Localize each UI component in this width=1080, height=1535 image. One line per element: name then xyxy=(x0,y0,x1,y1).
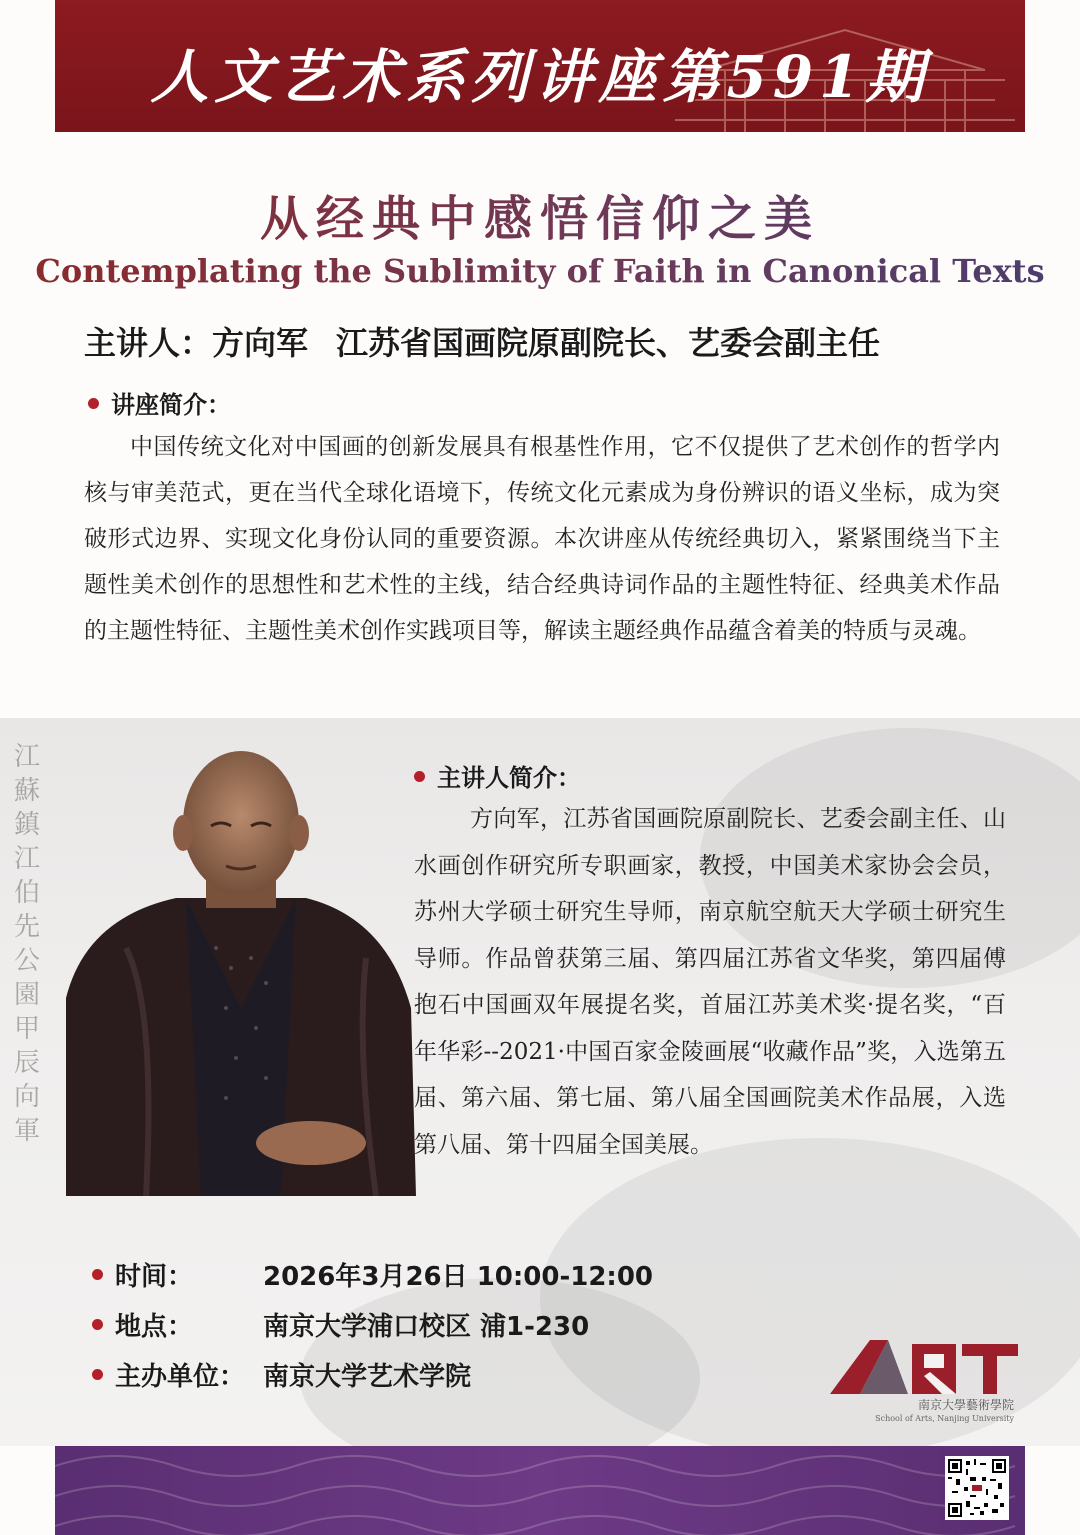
lecture-title-en: Contemplating the Sublimity of Faith in Canonical Texts xyxy=(0,252,1080,290)
qr-code-icon xyxy=(948,1459,1006,1517)
speaker-label: 主讲人： xyxy=(84,324,213,362)
host-value: 南京大学艺术学院 xyxy=(263,1362,472,1392)
host-label: 主办单位： xyxy=(115,1362,246,1392)
footer-pattern xyxy=(55,1446,1025,1535)
bullet-icon xyxy=(92,1369,103,1380)
school-logo xyxy=(830,1336,1020,1428)
host-row xyxy=(92,1356,471,1393)
place-row xyxy=(92,1306,589,1343)
art-logo-mark xyxy=(830,1336,1020,1398)
time-value: 2026年3月26日 10:00-12:00 xyxy=(263,1262,654,1292)
bullet-icon xyxy=(92,1269,103,1280)
speaker-title: 江苏省国画院原副院长、艺委会副主任 xyxy=(336,324,881,362)
intro-text: 中国传统文化对中国画的创新发展具有根基性作用，它不仅提供了艺术创作的哲学内核与审美范式，更在当代全球化语境下，传统文化元素成为身份辨识的语义坐标，成为突破形式边界、实现文化身份认同的重要资源。本次讲座从传统经典切入，紧紧围绕当下主题性美术创作的思想性和艺术性的主线，结合经典诗词作品的主题性特征、经典美术作品的主题性特征、主题性美术创作实践项目等，解读主题经典作品蕴含着美的特质与灵魂。 xyxy=(84,434,1000,644)
bullet-icon xyxy=(414,771,425,782)
speaker-portrait xyxy=(66,748,416,1196)
time-row xyxy=(92,1256,653,1293)
qr-code[interactable] xyxy=(945,1456,1009,1520)
bio-text: 方向军，江苏省国画院原副院长、艺委会副主任、山水画创作研究所专职画家，教授，中国美术家协会会员，苏州大学硕士研究生导师，南京航空航天大学硕士研究生导师。作品曾获第三届、第四届江苏省文华奖，第四届傅抱石中国画双年展提名奖，首届江苏美术奖·提名奖，“百年华彩--2021·中国百家金陵画展“收藏作品”奖，入选第五届、第六届、第七届、第八届全国画院美术作品展，入选第八届、第十四届全国美展。 xyxy=(414,806,1006,1158)
header-banner xyxy=(55,0,1025,132)
logo-name-en: School of Arts, Nanjing University xyxy=(875,1414,1014,1423)
speaker-line xyxy=(84,318,880,364)
footer-band xyxy=(55,1446,1025,1535)
bullet-icon xyxy=(92,1319,103,1330)
lecture-title-cn: 从经典中感悟信仰之美 xyxy=(0,180,1080,249)
logo-name-cn: 南京大學藝術學院 xyxy=(917,1398,1014,1412)
place-label: 地点： xyxy=(115,1312,194,1342)
calligraphy-inscription: 江蘇鎮江伯先公園甲辰向軍 xyxy=(14,742,41,1146)
intro-heading-text: 讲座简介： xyxy=(111,391,231,419)
speaker-name: 方向军 xyxy=(212,324,309,362)
bullet-icon xyxy=(88,398,99,409)
intro-heading xyxy=(88,385,231,420)
place-value: 南京大学浦口校区 浦1-230 xyxy=(263,1312,590,1342)
bio-heading xyxy=(414,758,581,793)
time-label: 时间： xyxy=(115,1262,194,1292)
series-title: 人文艺术系列讲座第591期 xyxy=(150,43,930,111)
bio-heading-text: 主讲人简介： xyxy=(437,764,581,792)
